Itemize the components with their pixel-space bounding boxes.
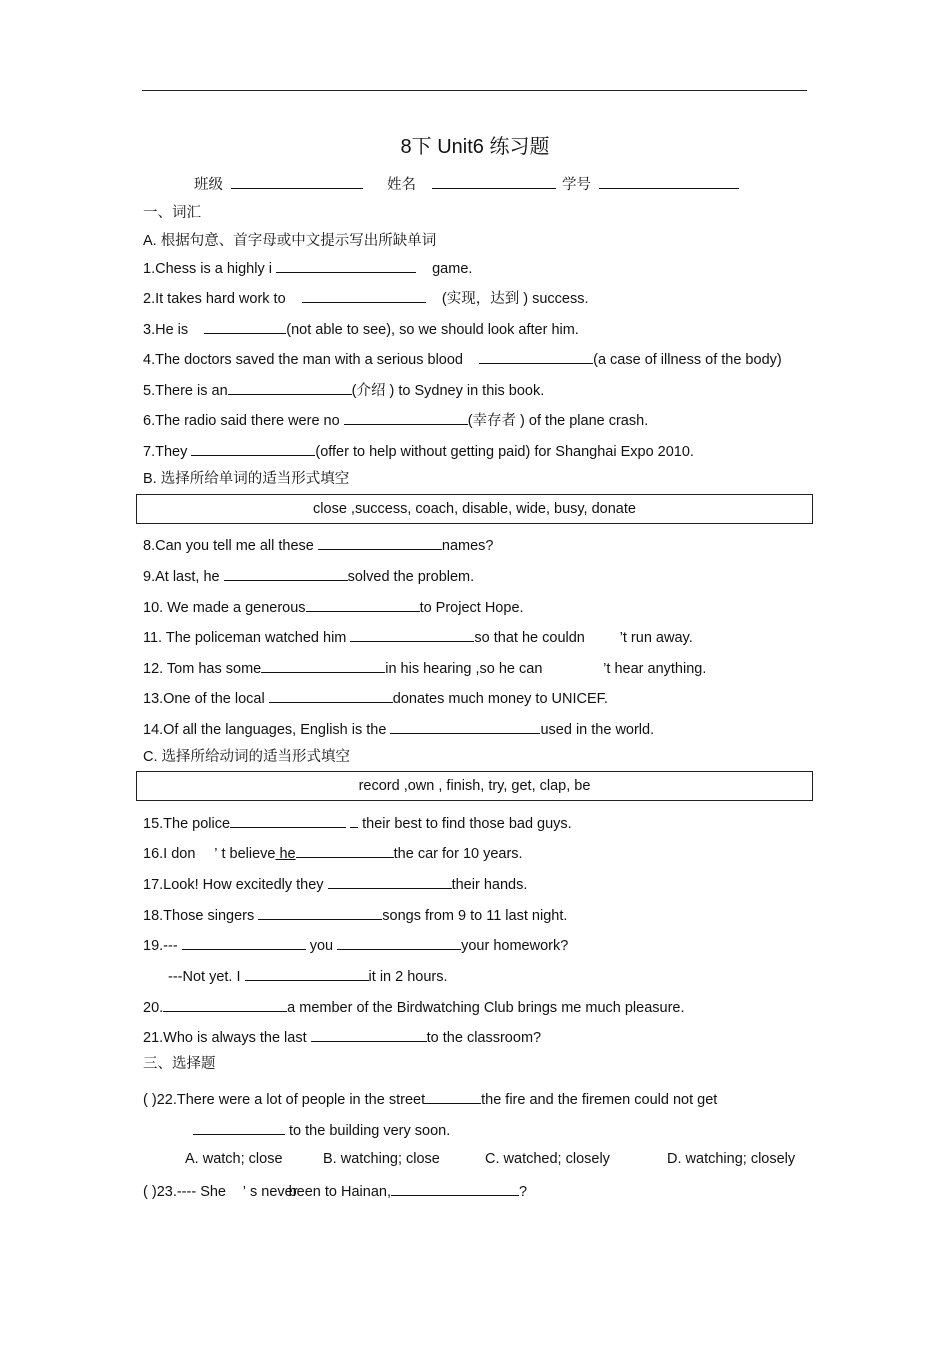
- answer-blank[interactable]: [228, 380, 352, 395]
- option-c[interactable]: C. watched; closely: [485, 1151, 610, 1167]
- answer-blank[interactable]: [258, 905, 382, 920]
- option-a[interactable]: A. watch; close: [185, 1151, 283, 1167]
- name-blank[interactable]: [432, 174, 556, 189]
- option-d[interactable]: D. watching; closely: [667, 1151, 796, 1167]
- answer-blank[interactable]: [318, 535, 442, 550]
- question-5: 5.There is an (介绍 ) to Sydney in this book.: [143, 380, 544, 400]
- question-4: 4.The doctors saved the man with a serious blood (a case of illness of the body): [143, 349, 782, 369]
- partA-heading: A. 根据句意、首字母或中文提示写出所缺单词: [143, 233, 437, 249]
- answer-blank[interactable]: [479, 349, 593, 364]
- answer-blank[interactable]: [204, 319, 286, 334]
- class-label: 班级: [194, 177, 223, 193]
- id-blank[interactable]: [599, 174, 739, 189]
- question-11: 11. The policeman watched him so that he couldn ’t run away.: [143, 627, 693, 647]
- answer-blank[interactable]: [390, 719, 540, 734]
- answer-blank[interactable]: [224, 566, 348, 581]
- question-18: 18.Those singers songs from 9 to 11 last night.: [143, 905, 567, 925]
- question-1: 1.Chess is a highly i game.: [143, 258, 472, 278]
- id-label: 学号: [562, 177, 591, 193]
- question-22: ( )22.There were a lot of people in the street the fire and the firemen could not get: [143, 1089, 717, 1109]
- answer-blank[interactable]: [193, 1120, 285, 1135]
- page-title: 8下 Unit6 练习题: [400, 136, 550, 158]
- top-rule: [142, 90, 807, 91]
- answer-blank[interactable]: [306, 597, 420, 612]
- question-15: 15.The police their best to find those bad guys.: [143, 813, 572, 833]
- question-10: 10. We made a generous to Project Hope.: [143, 597, 524, 617]
- question-23: ( )23.---- She ’ s neverbeen to Hainan, ?: [143, 1181, 527, 1201]
- question-12: 12. Tom has some in his hearing ,so he can ’t hear anything.: [143, 658, 706, 678]
- answer-blank[interactable]: [302, 288, 426, 303]
- question-13: 13.One of the local donates much money to UNICEF.: [143, 688, 608, 708]
- question-21: 21.Who is always the last to the classroom?: [143, 1027, 541, 1047]
- partC-heading: C. 选择所给动词的适当形式填空: [143, 749, 351, 765]
- id-field[interactable]: [562, 174, 739, 194]
- answer-blank[interactable]: [425, 1089, 481, 1104]
- name-label: 姓名: [387, 177, 416, 193]
- answer-blank[interactable]: [276, 258, 416, 273]
- section1-heading: 一、词汇: [143, 205, 201, 221]
- question-22-line2: to the building very soon.: [193, 1120, 450, 1140]
- question-7: 7.They (offer to help without getting paid) for Shanghai Expo 2010.: [143, 441, 694, 461]
- answer-blank[interactable]: [269, 688, 393, 703]
- answer-blank[interactable]: [350, 627, 474, 642]
- question-3: 3.He is (not able to see), so we should look after him.: [143, 319, 579, 339]
- option-b[interactable]: B. watching; close: [323, 1151, 440, 1167]
- question-8: 8.Can you tell me all these names?: [143, 535, 494, 555]
- answer-blank[interactable]: [344, 410, 468, 425]
- question-17: 17.Look! How excitedly they their hands.: [143, 874, 527, 894]
- answer-blank[interactable]: [261, 658, 385, 673]
- answer-paren[interactable]: ( ): [143, 1092, 157, 1108]
- section3-heading: 三、选择题: [143, 1056, 216, 1072]
- question-9: 9.At last, he solved the problem.: [143, 566, 474, 586]
- class-field[interactable]: [194, 174, 363, 194]
- answer-blank[interactable]: [182, 935, 306, 950]
- question-16: 16.I don ’ t believe he the car for 10 years.: [143, 843, 523, 863]
- answer-paren[interactable]: ( ): [143, 1184, 157, 1200]
- answer-blank[interactable]: [391, 1181, 519, 1196]
- answer-blank[interactable]: [328, 874, 452, 889]
- answer-blank[interactable]: [230, 813, 346, 828]
- answer-blank[interactable]: [296, 843, 394, 858]
- question-19-reply: ---Not yet. I it in 2 hours.: [168, 966, 448, 986]
- answer-blank[interactable]: [191, 441, 315, 456]
- answer-blank[interactable]: [311, 1027, 427, 1042]
- word-bank-b: close ,success, coach, disable, wide, busy, donate: [136, 494, 813, 524]
- partB-heading: B. 选择所给单词的适当形式填空: [143, 471, 350, 487]
- name-field[interactable]: [387, 174, 556, 194]
- class-blank[interactable]: [231, 174, 363, 189]
- question-14: 14.Of all the languages, English is the used in the world.: [143, 719, 654, 739]
- question-6: 6.The radio said there were no (幸存者 ) of the plane crash.: [143, 410, 648, 430]
- word-bank-c: record ,own , finish, try, get, clap, be: [136, 771, 813, 801]
- answer-blank[interactable]: [163, 997, 287, 1012]
- answer-blank[interactable]: [245, 966, 369, 981]
- question-2: 2.It takes hard work to (实现，达到 ) success.: [143, 288, 589, 308]
- question-20: 20. a member of the Birdwatching Club brings me much pleasure.: [143, 997, 685, 1017]
- answer-blank[interactable]: [337, 935, 461, 950]
- question-19: 19.--- you your homework?: [143, 935, 568, 955]
